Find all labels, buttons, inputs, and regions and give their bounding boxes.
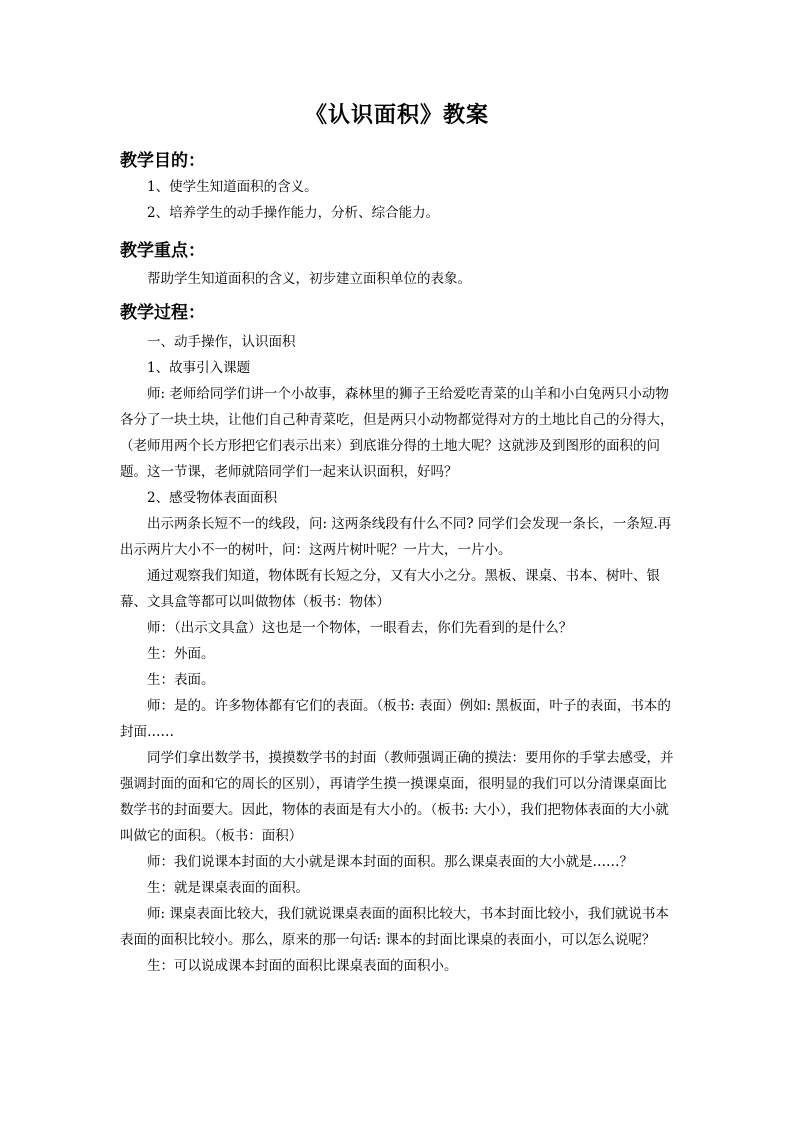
process-content: [120, 329, 680, 979]
goal-item-1: 1、使学生知道面积的含义。: [147, 179, 318, 195]
process-paragraph: 师：我们说课本封面的大小就是课本封面的面积。那么课桌表面的大小就是……？: [147, 854, 633, 870]
goals-list: [120, 174, 680, 226]
process-paragraph: 生：表面。: [147, 672, 215, 688]
process-paragraph: 一、动手操作，认识面积: [147, 334, 296, 350]
process-paragraph: 生：就是课桌表面的面积。: [147, 880, 309, 896]
process-paragraph: 师：是的。许多物体都有它们的表面。（板书: 表面）例如: 黑板面，叶子的表面，书本的封面……: [120, 698, 671, 740]
heading-goals: 教学目的：: [120, 151, 205, 171]
process-paragraph: 师: 老师给同学们讲一个小故事，森林里的狮子王给爱吃青菜的山羊和小白兔两只小动物各分了一块土块，让他们自己种青菜吃，但是两只小动物都觉得对方的土地比自己的分得大，（老师用两个长方形把它们表示出来）到底谁分得的土地大呢？这就涉及到图形的面积的问题。这一节课，老师就陪同学们一起来认识面积，好吗？: [120, 386, 674, 480]
process-paragraph: 同学们拿出数学书，摸摸数学书的封面（教师强调正确的摸法：要用你的手掌去感受，并强调封面的面和它的周长的区别），再请学生摸一摸课桌面，很明显的我们可以分清课桌面比数学书的封面要大。因此，物体的表面是有大小的。（板书: 大小），我们把物体表面的大小就叫做它的面积。（板书：面积）: [120, 750, 674, 844]
process-paragraph: 出示两条长短不一的线段，问: 这两条线段有什么不同? 同学们会发现一条长，一条短.再出示两片大小不一的树叶，问：这两片树叶呢？一片大，一片小。: [120, 516, 672, 558]
focus-item-1: 帮助学生知道面积的含义，初步建立面积单位的表象。: [147, 271, 471, 287]
process-paragraph: 2、感受物体表面面积: [147, 490, 278, 506]
process-paragraph: 1、故事引入课题: [147, 360, 251, 376]
process-paragraph: 通过观察我们知道，物体既有长短之分，又有大小之分。黑板、课桌、书本、树叶、银幕、文具盒等都可以叫做物体（板书：物体）: [120, 568, 660, 610]
process-paragraph: 师: 课桌表面比较大，我们就说课桌表面的面积比较大，书本封面比较小，我们就说书本表面的面积比较小。那么，原来的那一句话: 课本的封面比课桌的表面小，可以怎么说呢？: [120, 906, 669, 948]
process-paragraph: 师：（出示文具盒）这也是一个物体，一眼看去，你们先看到的是什么？: [147, 620, 573, 636]
focus-content: [120, 266, 680, 292]
process-paragraph: 生：外面。: [147, 646, 215, 662]
process-paragraph: 生：可以说成课本封面的面积比课桌表面的面积小。: [147, 958, 458, 974]
heading-process: 教学过程：: [120, 303, 205, 323]
document-title: 《认识面积》教案: [304, 102, 489, 128]
heading-focus: 教学重点：: [120, 241, 205, 261]
goal-item-2: 2、培养学生的动手操作能力，分析、综合能力。: [147, 205, 440, 221]
